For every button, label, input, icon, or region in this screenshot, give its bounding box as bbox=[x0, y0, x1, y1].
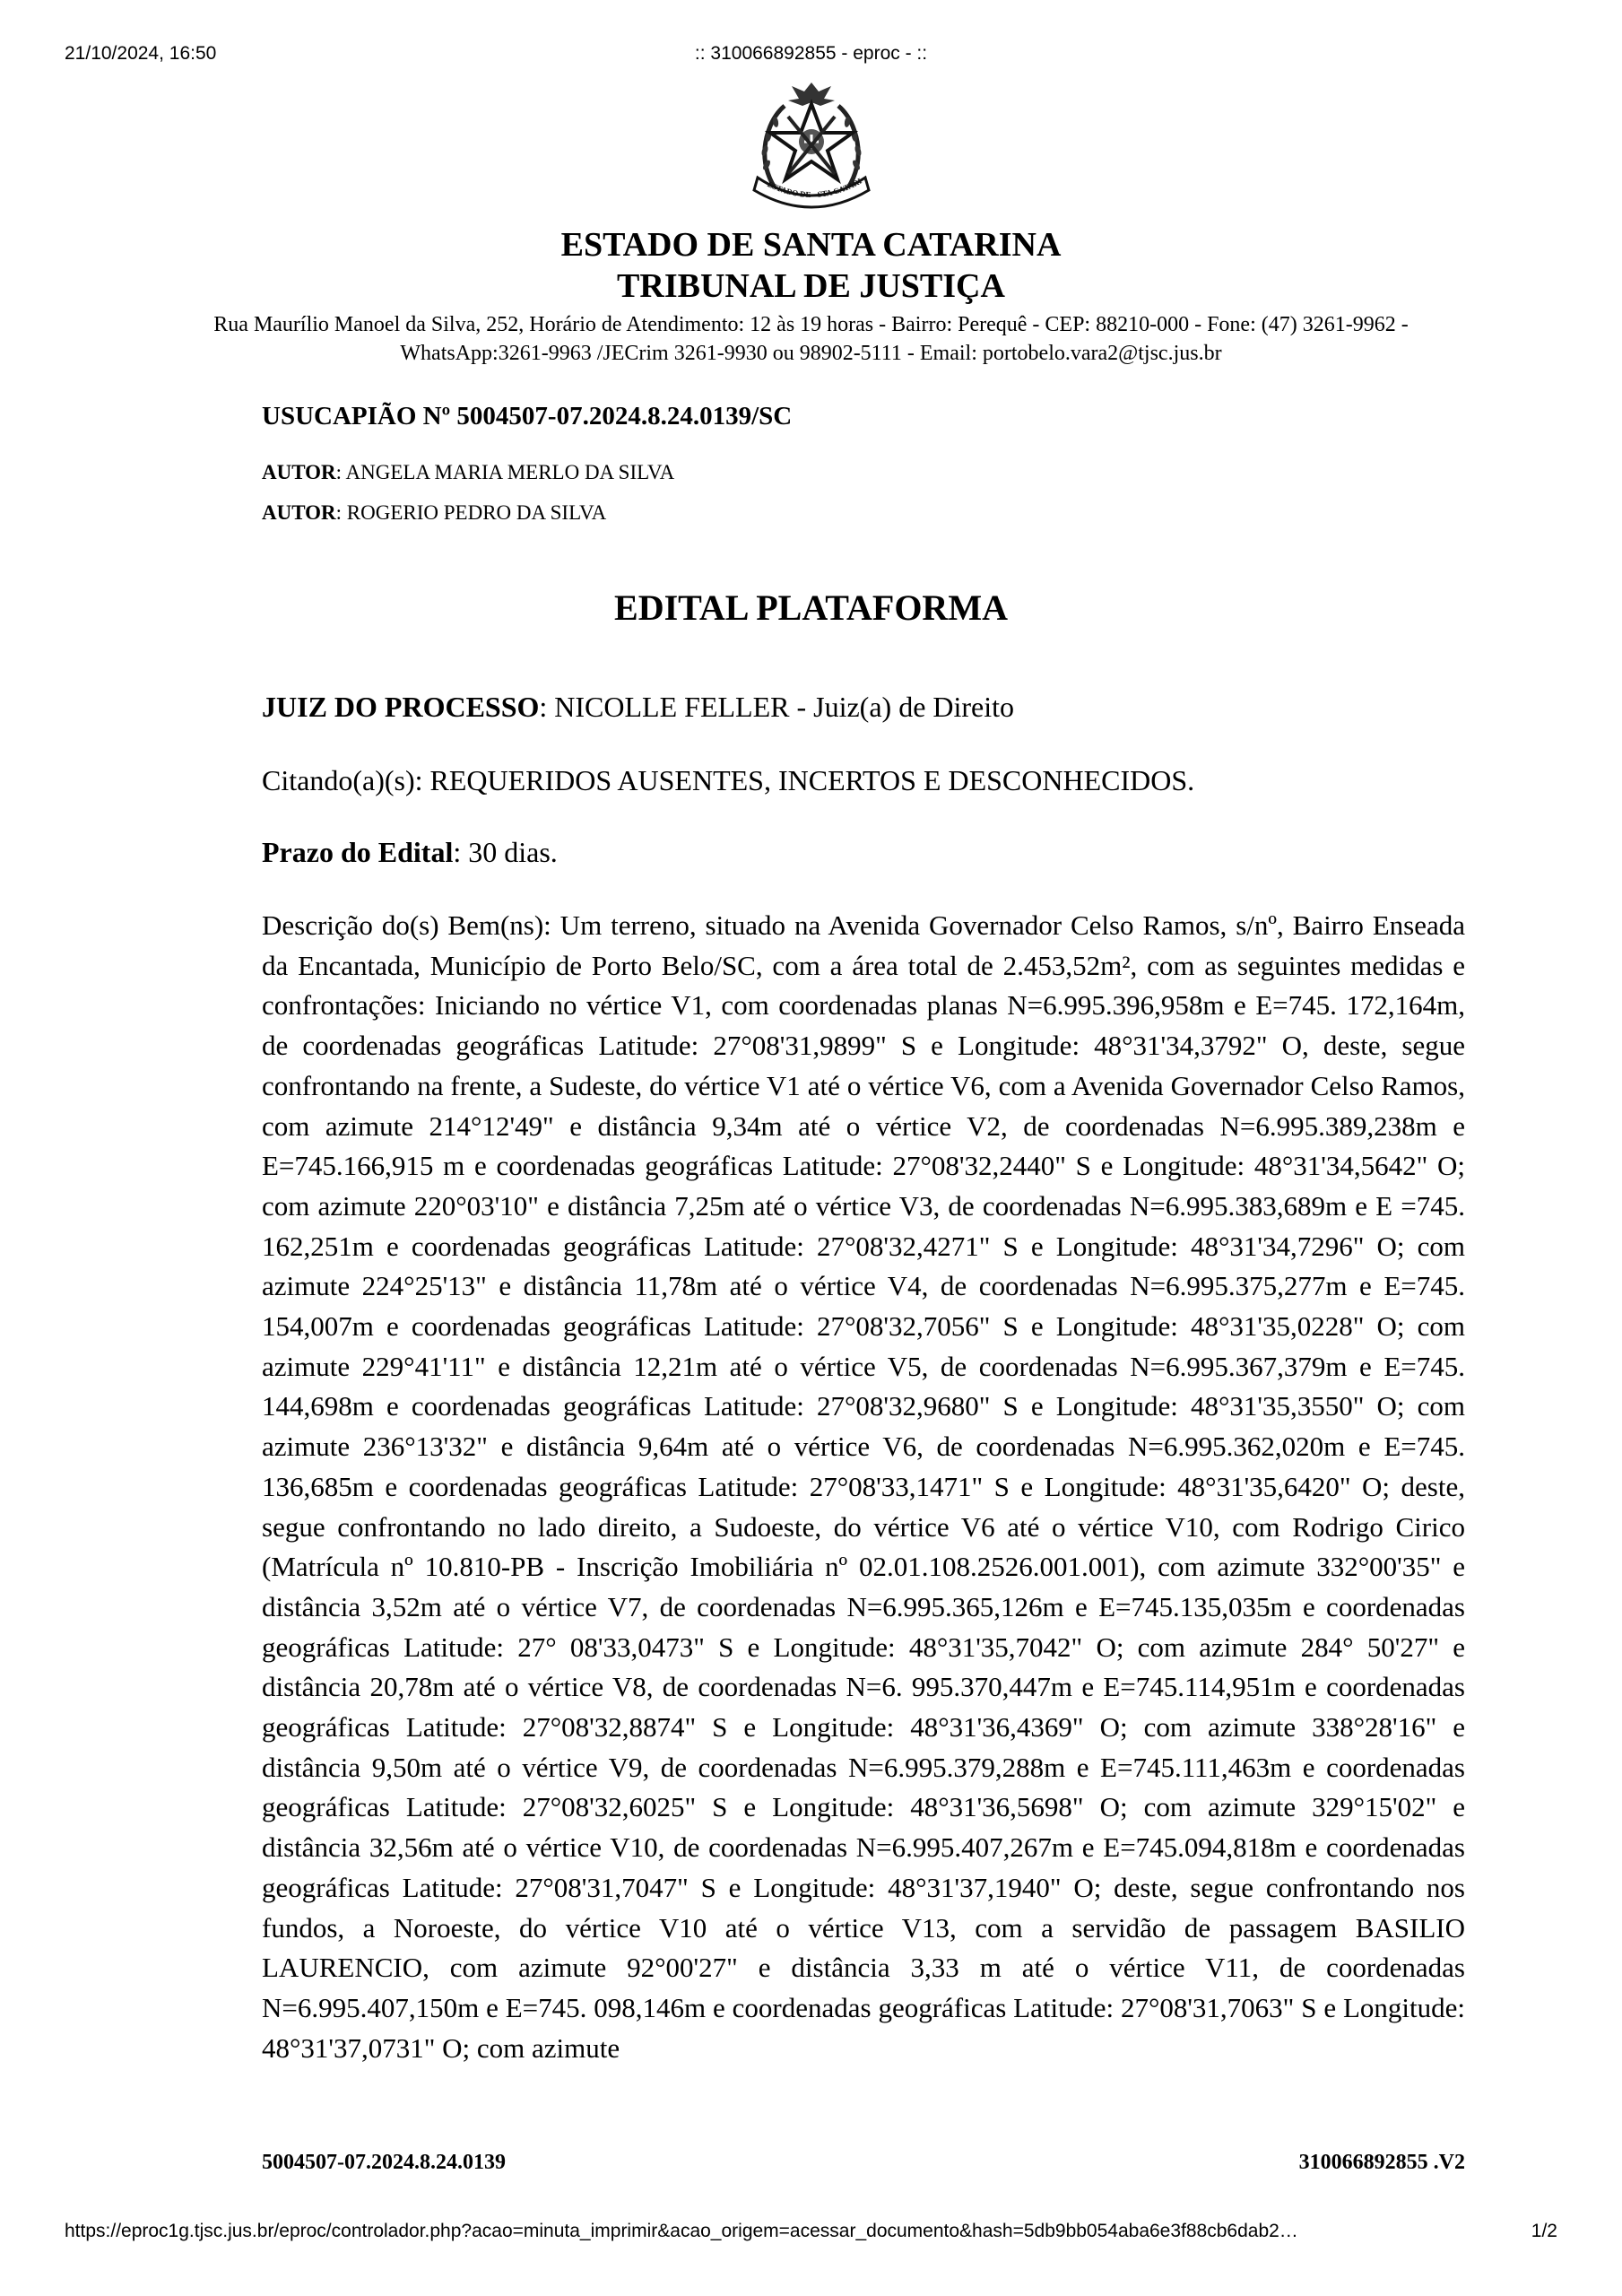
page-number: 1/2 bbox=[1531, 2221, 1557, 2241]
judge-line bbox=[262, 691, 1465, 724]
party-plaintiff-2 bbox=[262, 501, 1465, 525]
party-name: : ANGELA MARIA MERLO DA SILVA bbox=[335, 461, 675, 483]
cited-parties: Citando(a)(s): REQUERIDOS AUSENTES, INCERTOS E DESCONHECIDOS. bbox=[262, 764, 1195, 796]
term-value: : 30 dias. bbox=[453, 836, 558, 868]
state-coat-of-arms bbox=[742, 77, 881, 221]
document-title: EDITAL PLATAFORMA bbox=[614, 587, 1008, 628]
coat-of-arms-icon bbox=[742, 77, 881, 221]
term-label: Prazo do Edital bbox=[262, 836, 454, 868]
print-footer bbox=[65, 2221, 1557, 2248]
party-role: AUTOR bbox=[262, 461, 336, 483]
judge-label: JUIZ DO PROCESSO bbox=[262, 691, 540, 723]
state-name: ESTADO DE SANTA CATARINA bbox=[560, 226, 1062, 264]
party-plaintiff-1 bbox=[262, 461, 1465, 484]
print-datetime: 21/10/2024, 16:50 bbox=[65, 43, 217, 64]
court-address: Rua Maurílio Manoel da Silva, 252, Horário de Atendimento: 12 às 19 horas - Bairro: Perequê - CEP: 88210-000 - Fone: (47) 3261-9962 - WhatsApp:3261-9963 /JECrim 3261-9930 ou 98902-5111 - Email: portobelo.vara2@tjsc.jus.br bbox=[213, 313, 1409, 365]
crest-ribbon-left: ESTADO DE bbox=[765, 179, 811, 200]
court-header bbox=[0, 224, 1622, 368]
case-number: USUCAPIÃO Nº 5004507-07.2024.8.24.0139/SC bbox=[262, 402, 793, 430]
property-description: Descrição do(s) Bem(ns): Um terreno, situado na Avenida Governador Celso Ramos, s/nº, Bairro Enseada da Encantada, Município de Porto Belo/SC, com a área total de 2.453,52m², com as seguintes medidas e confrontações: Iniciando no vértice V1, com coordenadas planas N=6.995.396,958m e E=745. 172,164m, de coordenadas geográficas Latitude: 27°08'31,9899" S e Longitude: 48°31'34,3792" O, deste, segue confrontando na frente, a Sudeste, do vértice V1 até o vértice V6, com a Avenida Governador Celso Ramos, com azimute 214°12'49" e distância 9,34m até o vértice V2, de coordenadas N=6.995.389,238m e E=745.166,915 m e coordenadas geográficas Latitude: 27°08'32,2440" S e Longitude: 48°31'34,5642" O; com azimute 220°03'10" e distância 7,25m até o vértice V3, de coordenadas N=6.995.383,689m e E =745. 162,251m e coordenadas geográficas Latitude: 27°08'32,4271" S e Longitude: 48°31'34,7296" O; com azimute 224°25'13" e distância 11,78m até o vértice V4, de coordenadas N=6.995.375,277m e E=745. 154,007m e coordenadas geográficas Latitude: 27°08'32,7056" S e Longitude: 48°31'35,0228" O; com azimute 229°41'11" e distância 12,21m até o vértice V5, de coordenadas N=6.995.367,379m e E=745. 144,698m e coordenadas geográficas Latitude: 27°08'32,9680" S e Longitude: 48°31'35,3550" O; com azimute 236°13'32" e distância 9,64m até o vértice V6, de coordenadas N=6.995.362,020m e E=745. 136,685m e coordenadas geográficas Latitude: 27°08'33,1471" S e Longitude: 48°31'35,6420" O; deste, segue confrontando no lado direito, a Sudoeste, do vértice V6 até o vértice V10, com Rodrigo Cirico (Matrícula nº 10.810-PB - Inscrição Imobiliária nº 02.01.108.2526.001.001), com azimute 332°00'35" e distância 3,52m até o vértice V7, de coordenadas N=6.995.365,126m e E=745.135,035m e coordenadas geográficas Latitude: 27° 08'33,0473" S e Longitude: 48°31'35,7042" O; com azimute 284° 50'27" e distância 20,78m até o vértice V8, de coordenadas N=6. 995.370,447m e E=745.114,951m e coordenadas geográficas Latitude: 27°08'32,8874" S e Longitude: 48°31'36,4369" O; com azimute 338°28'16" e distância 9,50m até o vértice V9, de coordenadas N=6.995.379,288m e E=745.111,463m e coordenadas geográficas Latitude: 27°08'32,6025" S e Longitude: 48°31'36,5698" O; com azimute 329°15'02" e distância 32,56m até o vértice V10, de coordenadas N=6.995.407,267m e E=745.094,818m e coordenadas geográficas Latitude: 27°08'31,7047" S e Longitude: 48°31'37,1940" O; deste, segue confrontando nos fundos, a Noroeste, do vértice V10 até o vértice V13, com a servidão de passagem BASILIO LAURENCIO, com azimute 92°00'27" e distância 3,33 m até o vértice V11, de coordenadas N=6.995.407,150m e E=745. 098,146m e coordenadas geográficas Latitude: 27°08'31,7063" S e Longitude: 48°31'37,0731" O; com azimute bbox=[262, 909, 1465, 2064]
print-page-title: :: 310066892855 - eproc - :: bbox=[694, 43, 928, 64]
print-header bbox=[65, 43, 1557, 74]
print-url: https://eproc1g.tjsc.jus.br/eproc/controlador.php?acao=minuta_imprimir&acao_origem=acessar_documento&hash=5db9bb054aba6e3f88cb6dab2… bbox=[65, 2221, 1298, 2241]
crest-ribbon-right: STA CATARI bbox=[816, 176, 863, 199]
party-role: AUTOR bbox=[262, 501, 336, 524]
footer-document-id: 310066892855 .V2 bbox=[1298, 2151, 1465, 2174]
party-name: : ROGERIO PEDRO DA SILVA bbox=[335, 501, 607, 524]
tribunal-name: TRIBUNAL DE JUSTIÇA bbox=[617, 267, 1005, 305]
footer-process-number: 5004507-07.2024.8.24.0139 bbox=[262, 2151, 506, 2174]
judge-value: : NICOLLE FELLER - Juiz(a) de Direito bbox=[539, 691, 1015, 723]
notice-term bbox=[262, 836, 1465, 869]
